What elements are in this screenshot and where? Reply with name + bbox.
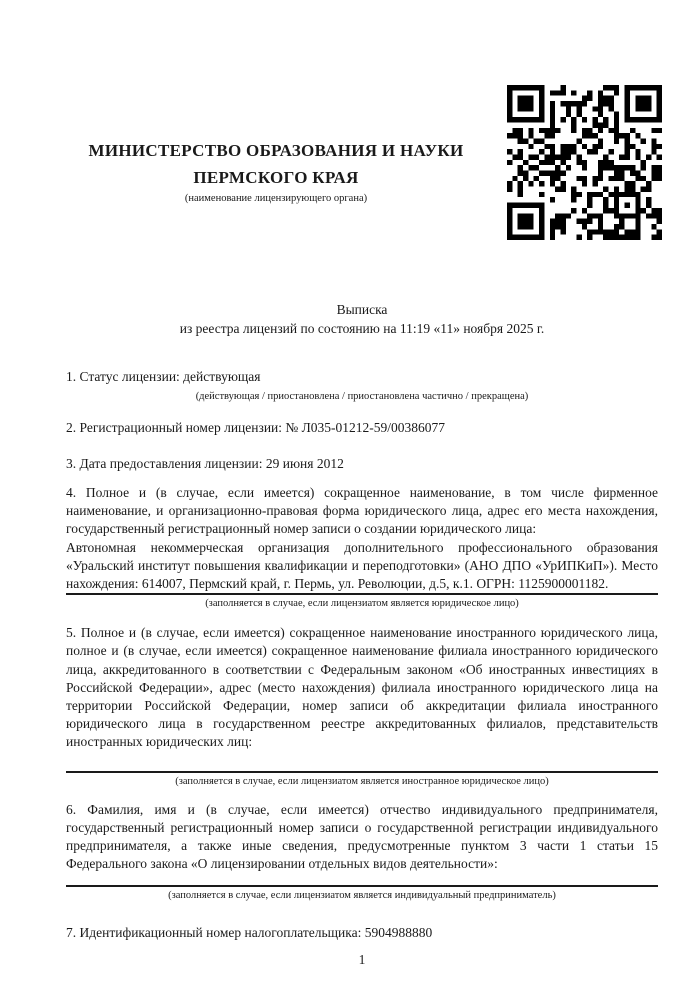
document-title-line1: Выписка — [336, 302, 388, 317]
entrepreneur-label: 6. Фамилия, имя и (в случае, если имеется) отчество индивидуального предпринимателя, государственный регистрационный номер записи о государственной регистрации индивидуального предпринимателя, а также иные сведения, предусмотренные пунктом 3 части 1 статьи 15 Федерального закона «О лицензировании отдельных видов деятельности»: — [66, 801, 658, 872]
authority-caption: (наименование лицензирующего органа) — [184, 193, 368, 204]
license-registration-number: 2. Регистрационный номер лицензии: № Л035-01212-59/00386077 — [66, 420, 446, 435]
legal-entity-value: Автономная некоммерческая организация дополнительного профессионального образования «Уральский институт повышения квалификации и переподготовки» (АНО ДПО «УрИПКиП»). Место нахождения: 614007, Пермский край, г. Пермь, ул. Революции, д.5, к.1. ОГРН: 1125900001182. — [66, 539, 658, 592]
legal-entity-caption: (заполняется в случае, если лицензиатом является юридическое лицо) — [205, 598, 519, 610]
authority-title-line1: МИНИСТЕРСТВО ОБРАЗОВАНИЯ И НАУКИ — [88, 141, 464, 160]
licensing-authority-header — [66, 137, 486, 206]
document-content — [66, 0, 658, 969]
taxpayer-id: 7. Идентификационный номер налогоплательщика: 5904988880 — [66, 925, 433, 941]
license-status: 1. Статус лицензии: действующая — [66, 369, 261, 384]
authority-title-line2: ПЕРМСКОГО КРАЯ — [193, 168, 359, 187]
legal-entity-label: 4. Полное и (в случае, если имеется) сокращенное наименование, в том числе фирменное наименование, и организационно-правовая форма юридического лица, адрес его места нахождения, государственный регистрационный номер записи о создании юридического лица: — [66, 485, 658, 537]
document-title — [66, 300, 658, 338]
license-grant-date: 3. Дата предоставления лицензии: 29 июня 2012 — [66, 456, 344, 471]
foreign-entity-caption: (заполняется в случае, если лицензиатом является иностранное юридическое лицо) — [175, 775, 549, 787]
page-number: 1 — [358, 952, 366, 968]
foreign-entity-label: 5. Полное и (в случае, если имеется) сокращенное наименование иностранного юридического лица, полное и (в случае, если имеется) сокращенное наименование филиала иностранного юридического лица, аккредитованного в соответствии с Федеральным законом «Об иностранных инвестициях в Российской Федерации», адрес (место нахождения) филиала иностранного юридического лица на территории Российской Федерации, номер записи об аккредитации филиала иностранного юридического лица в государственном реестре аккредитованных филиалов, представительств иностранных юридических лиц: — [66, 625, 658, 750]
entrepreneur-caption: (заполняется в случае, если лицензиатом является индивидуальный предприниматель) — [168, 890, 556, 902]
license-status-caption: (действующая / приостановлена / приостановлена частично / прекращена) — [195, 391, 529, 402]
legal-entity-rule — [66, 593, 658, 595]
foreign-entity-rule — [66, 771, 658, 773]
document-title-line2: из реестра лицензий по состоянию на 11:19 «11» ноября 2025 г. — [179, 321, 545, 336]
entrepreneur-rule — [66, 885, 658, 887]
authority-title — [66, 137, 486, 191]
